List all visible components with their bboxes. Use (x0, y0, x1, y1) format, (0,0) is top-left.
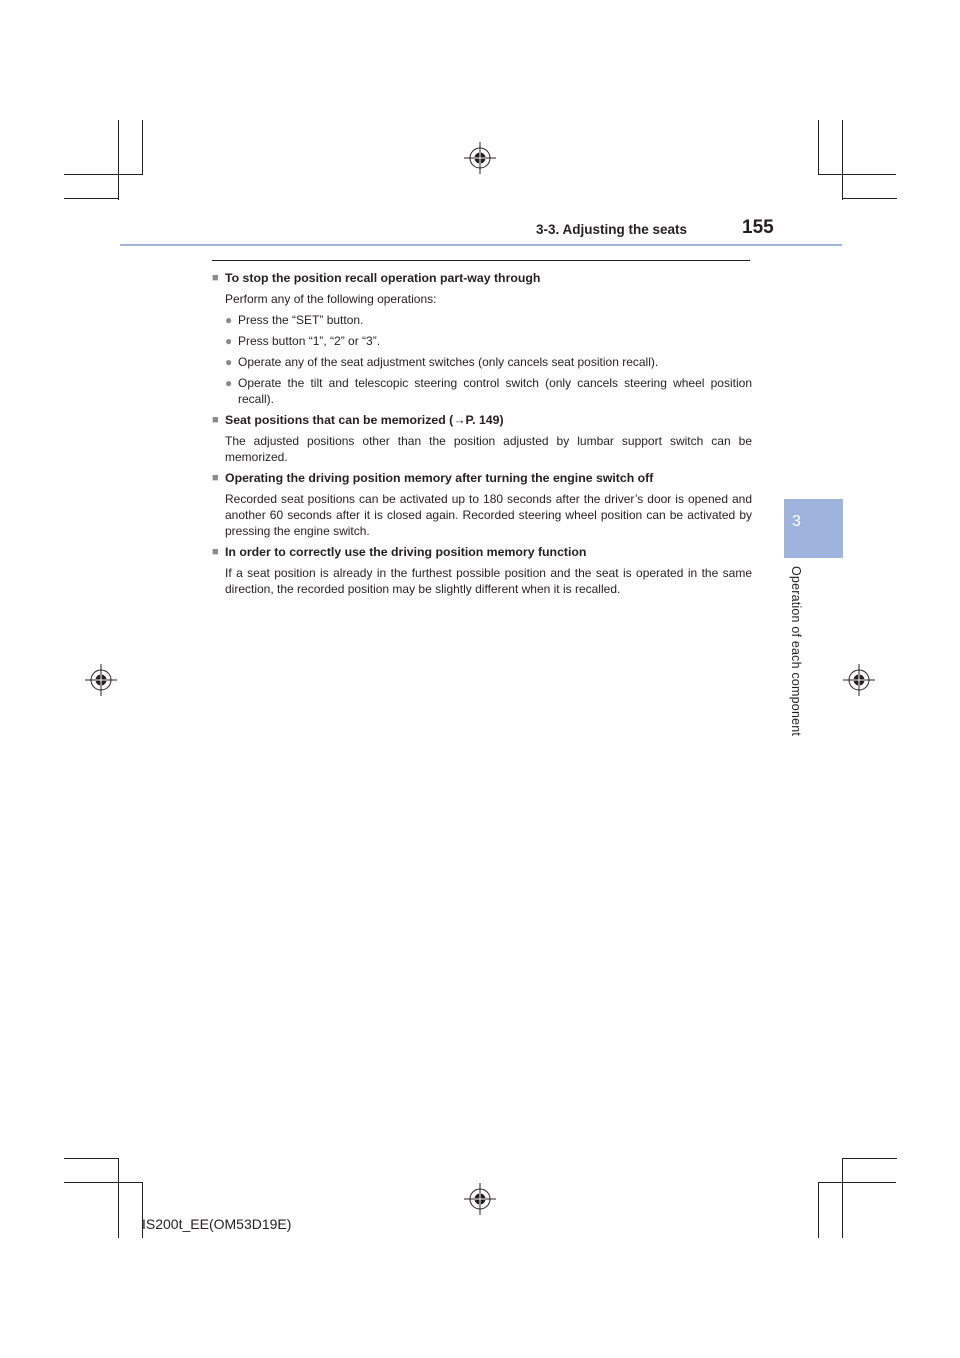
crop-mark (842, 198, 897, 199)
crop-mark (818, 174, 896, 175)
section-body: Perform any of the following operations: (225, 292, 437, 306)
list-item-text: Operate the tilt and telescopic steering control switch (only cancels steering wheel position recall). (238, 376, 752, 406)
round-bullet-icon: ● (225, 376, 233, 390)
section-body: Recorded seat positions can be activated up to 180 seconds after the driver’s door is opened and another 60 seconds after it is closed again. Recorded steering wheel position can be activated by pressing the engine switch. (225, 492, 752, 538)
section-memorized-positions (212, 412, 752, 465)
crop-mark (842, 120, 843, 200)
round-bullet-icon: ● (225, 313, 233, 327)
section-title: 3-3. Adjusting the seats (536, 222, 688, 237)
crop-mark (64, 1158, 119, 1159)
section-heading (212, 270, 752, 286)
section-heading (212, 470, 752, 486)
heading-text: Seat positions that can be memorized (→P. 149) (225, 413, 504, 427)
crop-mark (818, 120, 819, 175)
crosshair-registration-mark-icon (464, 1183, 496, 1215)
round-bullet-icon: ● (225, 334, 233, 348)
crop-mark (118, 120, 119, 200)
section-body: The adjusted positions other than the position adjusted by lumbar support switch can be memorized. (225, 434, 752, 464)
square-bullet-icon: ■ (212, 472, 219, 484)
crop-mark (818, 1182, 896, 1183)
list-item-text: Operate any of the seat adjustment switches (only cancels seat position recall). (238, 355, 659, 369)
section-body: If a seat position is already in the furthest possible position and the seat is operated in the same direction, the recorded position may be slightly different when it is recalled. (225, 566, 752, 596)
square-bullet-icon: ■ (212, 272, 219, 284)
section-position-recall-stop (212, 270, 752, 407)
heading-text: To stop the position recall operation part-way through (225, 271, 541, 285)
heading-text: Operating the driving position memory after turning the engine switch off (225, 471, 654, 485)
square-bullet-icon: ■ (212, 414, 219, 426)
header-divider (120, 244, 842, 246)
square-bullet-icon: ■ (212, 546, 219, 558)
crop-mark (64, 174, 142, 175)
list-item (225, 312, 752, 328)
crop-mark (818, 1182, 819, 1238)
crosshair-registration-mark-icon (85, 664, 117, 696)
crop-mark (142, 120, 143, 175)
section-correct-use (212, 544, 752, 597)
crop-mark (842, 1158, 897, 1159)
crop-mark (118, 1158, 119, 1238)
crop-mark (64, 1182, 142, 1183)
page-content (212, 270, 752, 602)
crosshair-registration-mark-icon (843, 664, 875, 696)
page-number: 155 (742, 217, 774, 238)
heading-text: In order to correctly use the driving position memory function (225, 545, 587, 559)
crop-mark (842, 1158, 843, 1238)
list-item-text: Press the “SET” button. (238, 313, 364, 327)
chapter-title: Operation of each component (789, 566, 803, 737)
chapter-number: 3 (792, 513, 801, 530)
section-engine-switch-off (212, 470, 752, 539)
chapter-tab (784, 499, 843, 558)
list-item (225, 354, 752, 370)
content-divider (212, 260, 750, 261)
list-item-text: Press button “1”, “2” or “3”. (238, 334, 381, 348)
crosshair-registration-mark-icon (464, 142, 496, 174)
round-bullet-icon: ● (225, 355, 233, 369)
section-heading (212, 544, 752, 560)
document-code: IS200t_EE(OM53D19E) (142, 1216, 292, 1232)
list-item (225, 375, 752, 407)
list-item (225, 333, 752, 349)
section-heading (212, 412, 752, 428)
crop-mark (64, 198, 119, 199)
